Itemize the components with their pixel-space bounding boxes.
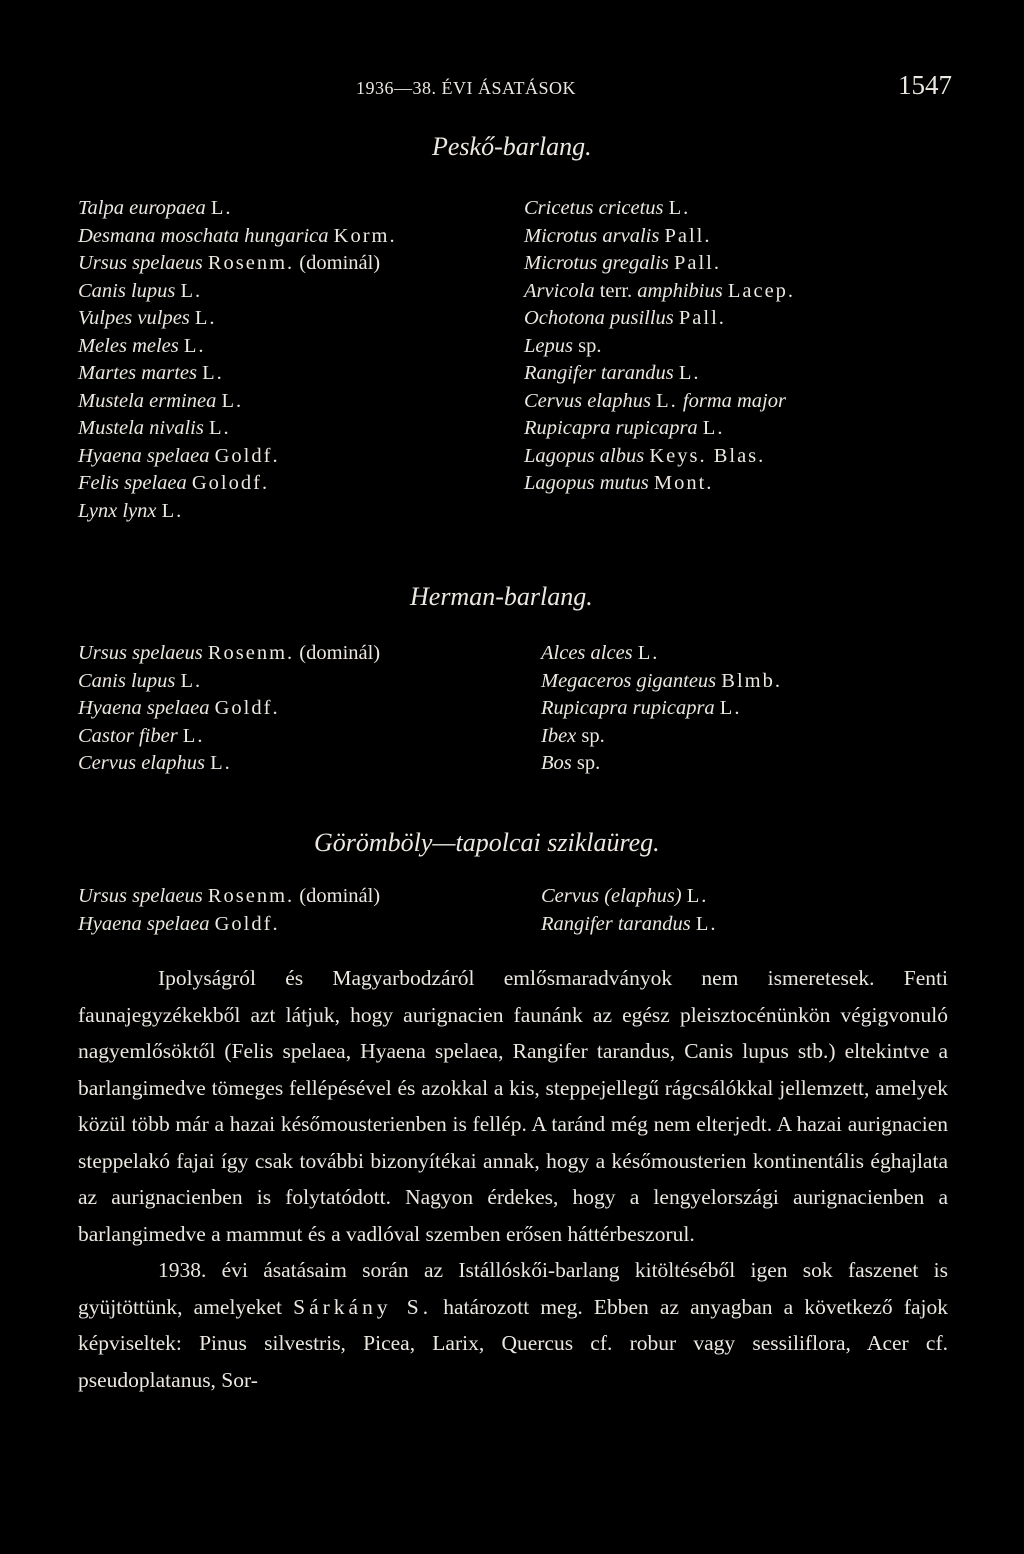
- species-author: L.: [208, 417, 231, 439]
- species-name: Ursus spelaeus: [78, 252, 203, 274]
- species-name: Hyaena spelaea: [78, 912, 210, 935]
- species-entry: [78, 498, 397, 526]
- species-name: Lagopus albus: [524, 444, 645, 467]
- species-name: Canis lupus: [78, 279, 176, 302]
- species-author: L.: [678, 362, 701, 384]
- species-name: Ursus spelaeus: [78, 885, 203, 907]
- species-name: Alces alces: [541, 642, 633, 664]
- species-name: Martes martes: [78, 362, 198, 384]
- species-author: Korm.: [333, 224, 397, 247]
- species-list-gorombolytapolca-right: [541, 883, 718, 938]
- species-entry: [541, 695, 782, 723]
- species-author: L.: [182, 724, 205, 747]
- species-entry: [541, 668, 782, 696]
- species-name: Talpa europaea: [78, 197, 206, 219]
- species-list-pesko-right: [524, 195, 795, 498]
- species-name: Lepus: [524, 334, 573, 357]
- species-author: Goldf.: [214, 912, 280, 935]
- species-entry: [78, 640, 380, 668]
- species-mid: sp.: [581, 724, 605, 747]
- species-author: L.: [702, 417, 725, 439]
- species-name: Desmana moschata hungarica: [78, 224, 329, 247]
- species-author: L.: [210, 197, 233, 219]
- paragraph-2-after: határozott meg. Ebben az anyagban a következő fajok képviseltek: Pinus silvestris, Picea, Larix, Quercus cf. robur vagy sessiliflora, Acer cf. pseudoplatanus, Sor-: [78, 1294, 948, 1392]
- species-entry: [78, 360, 397, 388]
- species-entry: [78, 333, 397, 361]
- species-name: Hyaena spelaea: [78, 444, 210, 467]
- species-name: Castor fiber: [78, 724, 178, 747]
- species-author: L.: [194, 307, 217, 329]
- paragraph-1: Ipolyságról és Magyarbodzáról emlősmaradványok nem ismeretesek. Fenti faunajegyzékekből azt látjuk, hogy aurignacien faunánk az egész pleisztocénünkön végigvonuló nagyemlősöktől (Felis spelaea, Hyaena spelaea, Rangifer tarandus, Canis lupus stb.) eltekintve a barlangimedve tömeges fellépésével és azokkal a kis, steppejellegű rágcsálókkal jellemzett, amelyek közül több már a hazai későmousterienben is fellép. A taránd még nem elterjedt. A hazai aurignacien steppelakó fajai így csak további bizonyítékai annak, hogy a későmousterien kontinentális éghajlata az aurignacienben is folytatódott. Nagyon érdekes, hogy a lengyelországi aurignacienben a barlangimedve a mammut és a vadlóval szemben erősen háttérbeszorul.: [78, 966, 948, 1246]
- species-author: Pall.: [664, 224, 712, 247]
- species-entry: [524, 470, 795, 498]
- species-name: Vulpes vulpes: [78, 307, 190, 329]
- species-entry: [524, 415, 795, 443]
- paragraph-2-name: Sárkány S.: [293, 1294, 433, 1319]
- species-note: (dominál): [299, 642, 381, 664]
- species-author: Rosenm.: [207, 885, 295, 907]
- species-author: Mont.: [653, 472, 714, 494]
- species-entry: [78, 750, 380, 778]
- species-name2: forma major: [682, 389, 786, 412]
- running-header: 1936—38. ÉVI ÁSATÁSOK: [356, 78, 577, 98]
- species-entry: [524, 195, 795, 223]
- species-entry: [541, 750, 782, 778]
- species-entry: [78, 470, 397, 498]
- species-entry: [541, 640, 782, 668]
- species-author: L.: [668, 197, 691, 219]
- species-name: Ochotona pusillus: [524, 307, 674, 329]
- paragraph-2-before: 1938. évi ásatásaim során az Istállóskői-barlang kitöltéséből igen sok faszenet is gyüjtöttünk, amelyeket: [78, 1258, 948, 1319]
- species-author: Golodf.: [191, 472, 270, 494]
- species-entry: [78, 723, 380, 751]
- species-author: Keys. Blas.: [649, 444, 766, 467]
- species-name: Mustela erminea: [78, 389, 217, 412]
- species-list-gorombolytapolca-left: [78, 883, 380, 938]
- species-name: Felis spelaea: [78, 472, 187, 494]
- species-name2: amphibius: [637, 279, 723, 302]
- species-author: Blmb.: [721, 669, 782, 692]
- species-name: Rangifer tarandus: [541, 912, 691, 935]
- body-text: [78, 960, 948, 1398]
- species-mid: sp.: [578, 334, 602, 357]
- species-name: Cervus (elaphus): [541, 885, 682, 907]
- species-entry: [78, 223, 397, 251]
- species-name: Mustela nivalis: [78, 417, 204, 439]
- species-list-pesko-left: [78, 195, 397, 525]
- species-name: Hyaena spelaea: [78, 697, 210, 719]
- species-name: Rangifer tarandus: [524, 362, 674, 384]
- species-name: Microtus arvalis: [524, 224, 660, 247]
- species-entry: [78, 278, 397, 306]
- species-entry: [78, 388, 397, 416]
- section-title-herman: Herman-barlang.: [410, 582, 593, 611]
- species-author: L.: [180, 279, 203, 302]
- species-entry: [78, 195, 397, 223]
- species-entry: [524, 333, 795, 361]
- species-name: Ibex: [541, 724, 577, 747]
- species-name: Meles meles: [78, 334, 179, 357]
- species-author: L.: [210, 752, 232, 774]
- species-name: Cervus elaphus: [524, 389, 651, 412]
- species-entry: [78, 415, 397, 443]
- species-author: Rosenm.: [207, 252, 295, 274]
- species-list-herman-left: [78, 640, 380, 778]
- species-entry: [541, 883, 718, 911]
- species-name: Lynx lynx: [78, 499, 157, 522]
- species-entry: [78, 443, 397, 471]
- species-note: (dominál): [299, 885, 381, 907]
- species-entry: [524, 360, 795, 388]
- species-author: Pall.: [673, 252, 721, 274]
- species-author: Goldf.: [214, 697, 280, 719]
- species-name: Lagopus mutus: [524, 472, 649, 494]
- section-title-pesko: Peskő-barlang.: [432, 132, 592, 161]
- species-name: Microtus gregalis: [524, 252, 669, 274]
- species-entry: [541, 911, 718, 939]
- species-entry: [78, 883, 380, 911]
- species-author: Rosenm.: [207, 642, 295, 664]
- species-author: Pall.: [678, 307, 726, 329]
- species-author: L.: [221, 389, 244, 412]
- species-name: Cervus elaphus: [78, 752, 205, 774]
- species-author: L.: [656, 389, 678, 412]
- species-author: L.: [202, 362, 224, 384]
- section-title-gorombolytapolca: Görömböly—tapolcai sziklaüreg.: [314, 828, 660, 857]
- species-author: L.: [180, 669, 203, 692]
- species-entry: [78, 911, 380, 939]
- species-mid: terr.: [599, 279, 633, 302]
- species-entry: [541, 723, 782, 751]
- species-name: Megaceros giganteus: [541, 669, 717, 692]
- species-entry: [78, 668, 380, 696]
- species-entry: [78, 250, 397, 278]
- species-entry: [524, 223, 795, 251]
- paragraph-2: [78, 1252, 948, 1398]
- species-author: L.: [695, 912, 718, 935]
- species-entry: [524, 250, 795, 278]
- species-entry: [524, 388, 795, 416]
- species-entry: [78, 305, 397, 333]
- species-mid: sp.: [576, 752, 601, 774]
- species-entry: [524, 278, 795, 306]
- species-name: Canis lupus: [78, 669, 176, 692]
- species-name: Arvicola: [524, 279, 595, 302]
- species-entry: [524, 305, 795, 333]
- species-author: Goldf.: [214, 444, 280, 467]
- species-author: Lacep.: [727, 279, 796, 302]
- species-name: Bos: [541, 752, 572, 774]
- species-author: L.: [161, 499, 184, 522]
- species-author: L.: [686, 885, 709, 907]
- species-note: (dominál): [299, 252, 381, 274]
- species-name: Cricetus cricetus: [524, 197, 664, 219]
- species-author: L.: [183, 334, 206, 357]
- species-name: Rupicapra rupicapra: [541, 697, 715, 719]
- species-entry: [78, 695, 380, 723]
- species-list-herman-right: [541, 640, 782, 778]
- page-number: 1547: [898, 70, 952, 100]
- species-name: Rupicapra rupicapra: [524, 417, 698, 439]
- species-entry: [524, 443, 795, 471]
- species-author: L.: [719, 697, 742, 719]
- species-name: Ursus spelaeus: [78, 642, 203, 664]
- species-author: L.: [637, 642, 660, 664]
